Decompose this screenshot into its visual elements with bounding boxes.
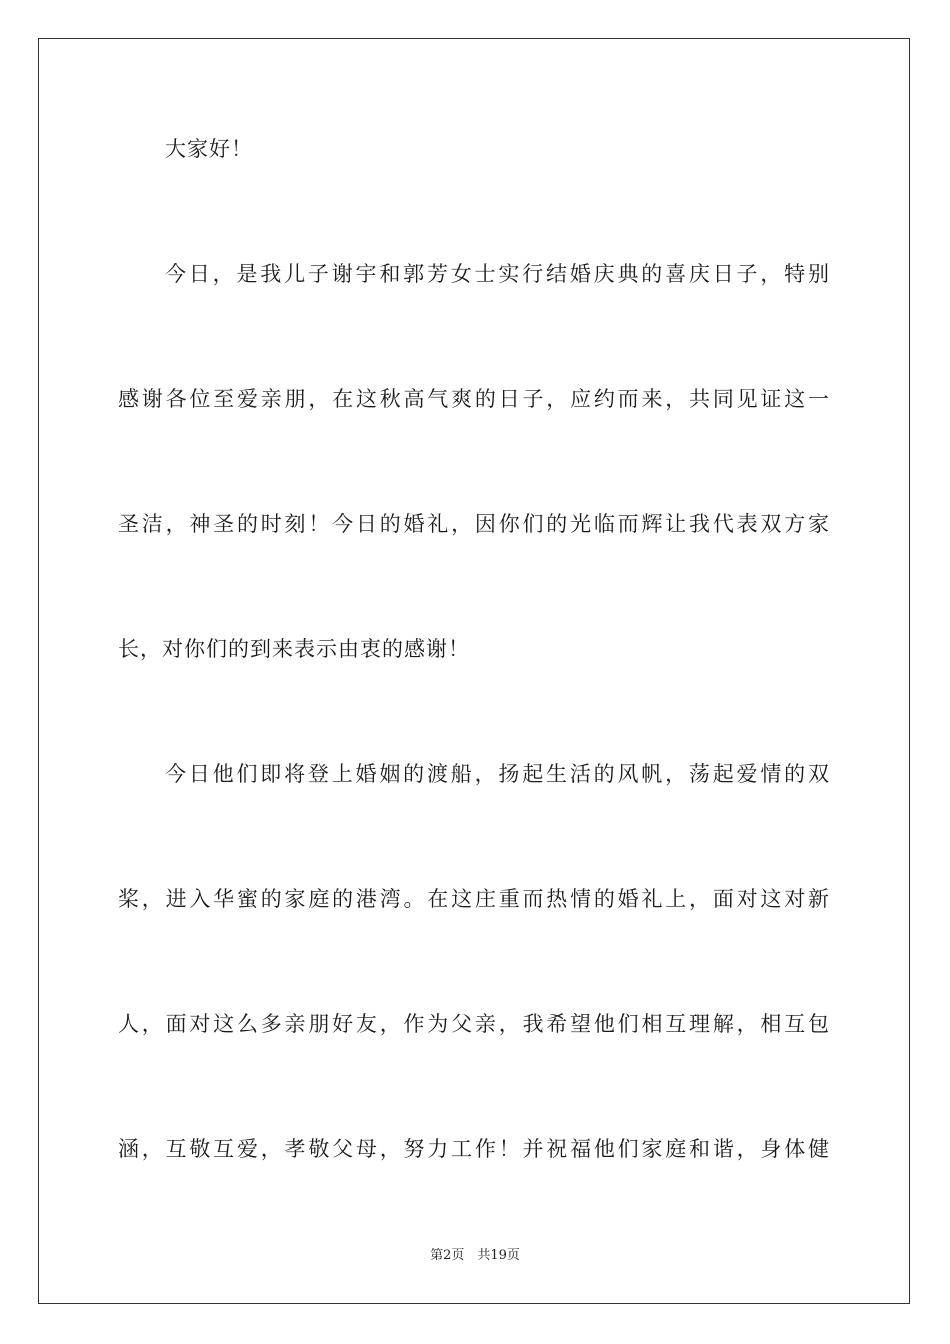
paragraph-1-line-2: 感谢各位至爱亲朋，在这秋高气爽的日子，应约而来，共同见证这一	[118, 387, 830, 411]
page-number-footer: 第2页 共19页	[430, 1248, 520, 1263]
greeting-line: 大家好！	[165, 137, 253, 161]
paragraph-1-line-1: 今日，是我儿子谢宇和郭芳女士实行结婚庆典的喜庆日子，特别	[165, 262, 830, 286]
paragraph-2-line-2: 桨，进入华蜜的家庭的港湾。在这庄重而热情的婚礼上，面对这对新	[118, 887, 830, 911]
paragraph-2-line-4: 涵，互敬互爱，孝敬父母，努力工作！并祝福他们家庭和谐，身体健	[118, 1137, 830, 1161]
paragraph-1-line-4: 长，对你们的到来表示由衷的感谢！	[118, 637, 470, 661]
paragraph-1-line-3: 圣洁，神圣的时刻！今日的婚礼，因你们的光临而辉让我代表双方家	[118, 512, 830, 536]
paragraph-2-line-1: 今日他们即将登上婚姻的渡船，扬起生活的风帆，荡起爱情的双	[165, 762, 830, 786]
page-border	[38, 38, 910, 1304]
paragraph-2-line-3: 人，面对这么多亲朋好友，作为父亲，我希望他们相互理解，相互包	[118, 1012, 830, 1036]
